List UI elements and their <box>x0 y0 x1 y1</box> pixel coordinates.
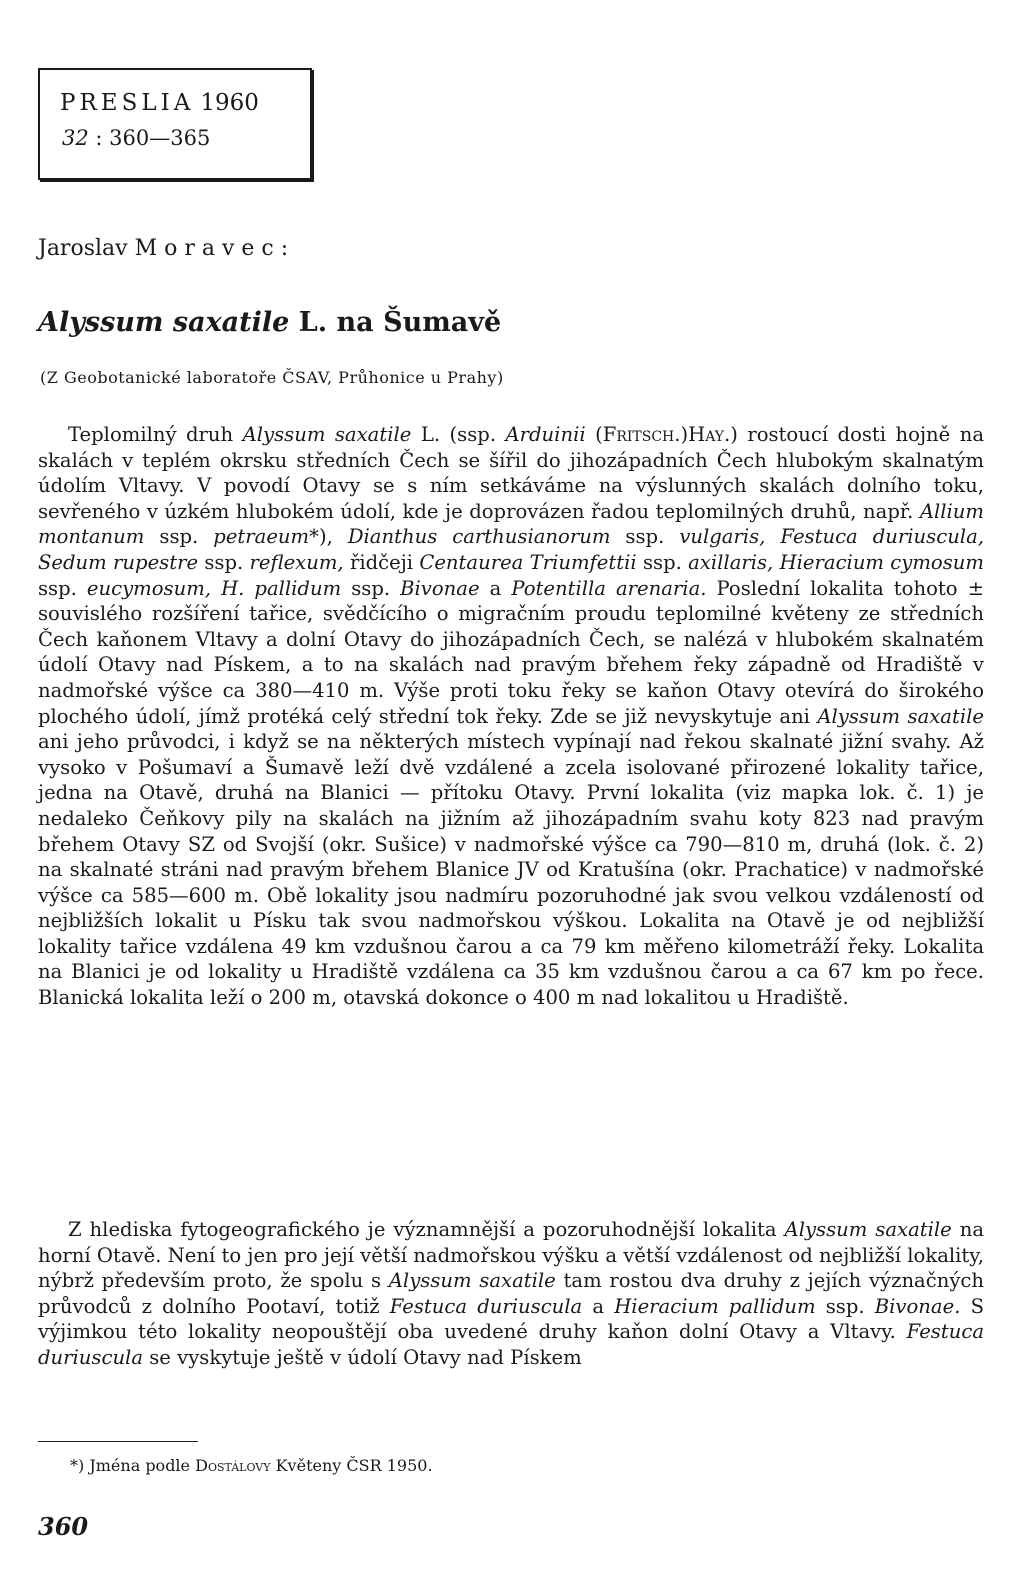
text-run: se vyskytuje ještě v údolí Otavy nad Pískem <box>143 1345 582 1369</box>
body-paragraph-1 <box>38 422 984 1011</box>
text-run: L. (ssp. <box>411 423 506 446</box>
journal-name: PRESLIA <box>60 90 195 116</box>
body-paragraph-2 <box>38 1217 984 1371</box>
journal-volume-line <box>62 126 210 150</box>
text-run: ssp. <box>38 576 87 600</box>
text-run: ani jeho průvodci, i když se na některých místech vypínají nad řekou skalnaté jižní svahy. Až vysoko v Pošumaví a Šumavě leží dvě vzdálené a zcela isolované přirozené lokality tařice, jedna na Otavě, druhá na Blanici — přítoku Otavy. První lokalita (viz mapka lok. č. 1) je nedaleko Čeňkovy pily na skalách na jižním až jihozápadním svahu koty 823 nad pravým břehem Otavy SZ od Svojší (okr. Sušice) v nadmořské výšce ca 790—810 m, druhá (lok. č. 2) na skalnaté stráni nad pravým břehem Blanice JV od Kratušína (okr. Prachatice) v nadmořské výšce ca 585—600 m. Obě lokality jsou nadmíru pozoruhodné jak svou velkou vzdáleností od nejbližších lokalit u Písku tak svou nadmořskou výškou. Lokalita na Otavě je od nejbližší lokality tařice vzdálena 49 km vzdušnou čarou a ca 79 km měřeno kilometráží řeky. Lokalita na Blanici je od lokality u Hradiště vzdálena ca 35 km vzdušnou čarou a ca 67 km po řece. Blanická lokalita leží o 200 m, otavská dokonce o 400 m nad lokalitou u Hradiště. <box>38 730 984 1010</box>
page-number: 360 <box>38 1512 89 1541</box>
italic-run: Alyssum saxatile <box>817 704 984 728</box>
italic-run: Dianthus carthusianorum <box>347 525 611 549</box>
footnote <box>70 1456 433 1475</box>
text-run: Z hlediska fytogeografického je významnější a pozoruhodnější lokalita <box>68 1218 785 1241</box>
text-run: ssp. <box>341 576 401 600</box>
italic-run: vulgaris, Festuca duriuscula, Sedum rupestre <box>38 525 984 574</box>
italic-run: eucymosum, H. pallidum <box>86 576 342 600</box>
text-run: *) Jména podle <box>70 1456 196 1475</box>
italic-run: Bivonae. <box>874 1294 961 1318</box>
journal-year: 1960 <box>200 90 259 116</box>
italic-run: Alyssum saxatile <box>242 423 412 446</box>
italic-run: Hieracium pallidum <box>614 1294 816 1318</box>
text-run: ) <box>680 423 689 446</box>
small-caps-run: Fritsch. <box>602 423 681 446</box>
affiliation: (Z Geobotanické laboratoře ČSAV, Průhonice u Prahy) <box>40 368 504 387</box>
text-run: Poslední lokalita tohoto ± souvislého rozšíření tařice, svědčícího o migračním proudu teplomilné květeny ze středních Čech kaňonem Vltavy a dolní Otavy do jihozápadních Čech, se nalézá v hlubokém skalnatém údolí Otavy nad Pískem, a to na skalách nad pravým břehem řeky západně od Hradiště v nadmořské výšce ca 380—410 m. Výše proti toku řeky se kaňon Otavy otevírá do širokého plochého údolí, jímž protéká celý střední tok řeky. Zde se již nevyskytuje ani <box>38 576 985 728</box>
text-run: a <box>582 1294 615 1318</box>
italic-run: Arduinii <box>505 423 586 446</box>
small-caps-run: Dostálovy <box>195 1456 271 1475</box>
text-run: řidčeji <box>343 550 420 574</box>
text-run: S výjimkou této lokality neopouštějí oba uvedené druhy kaňon dolní Otavy a Vltavy. <box>38 1294 984 1344</box>
italic-run: axillaris, Hieracium cymosum <box>688 550 984 574</box>
article-title <box>38 307 501 338</box>
text-run: ), <box>318 525 348 549</box>
italic-run: Potentilla arenaria. <box>511 576 707 600</box>
journal-name-line <box>60 90 259 116</box>
journal-volume: 32 <box>62 126 89 150</box>
text-run: ( <box>585 423 603 446</box>
italic-run: Alyssum saxatile <box>784 1218 952 1241</box>
text-run: Květeny ČSR 1950. <box>270 1456 433 1475</box>
text-run: ) rostoucí dosti hojně na skalách v teplém okrsku středních Čech se šířil do jihozápadních Čech hlubokým skalnatým údolím Vltavy. V povodí Otavy se s ním setkáváme na výslunných skalách dolního toku, sevřeného v úzkém hlubokém údolí, kde je doprovázen řadou teplomilných druhů, např. <box>38 423 985 523</box>
journal-pages: 360—365 <box>109 126 211 150</box>
italic-run: petraeum* <box>213 525 319 549</box>
text-run: Teplomilný druh <box>68 423 243 446</box>
italic-run: Allium montanum <box>38 499 984 549</box>
text-run: ssp. <box>198 550 250 574</box>
italic-run: reflexum, <box>249 550 344 574</box>
text-run: na horní Otavě. Není to jen pro její větší nadmořskou výšku a větší vzdálenost od nejbližší lokality, nýbrž především proto, že spolu s <box>38 1218 985 1293</box>
text-run: ssp. <box>144 525 214 549</box>
text-run: ssp. <box>636 550 689 574</box>
text-run: ssp. <box>610 525 680 549</box>
text-run: a <box>479 576 512 600</box>
author-suffix: : <box>280 236 289 261</box>
title-species: Alyssum saxatile <box>38 307 290 338</box>
author-first-name: Jaroslav <box>38 236 128 261</box>
journal-citation-box <box>38 68 312 180</box>
author-surname: Moravec <box>134 236 281 261</box>
italic-run: Festuca duriuscula <box>389 1294 583 1318</box>
text-run: tam rostou dva druhy z jejích význačných průvodců z dolního Pootaví, totiž <box>38 1269 984 1318</box>
author-line <box>38 236 288 261</box>
italic-run: Alyssum saxatile <box>388 1269 556 1293</box>
italic-run: Bivonae <box>400 576 480 600</box>
footnote-divider <box>38 1441 198 1442</box>
title-rest: L. na Šumavě <box>289 307 502 338</box>
italic-run: Festuca duriuscula <box>38 1320 984 1369</box>
volume-separator: : <box>88 126 110 150</box>
italic-run: Centaurea Triumfettii <box>419 550 637 574</box>
text-run: ssp. <box>815 1294 875 1318</box>
small-caps-run: Hay. <box>688 423 731 446</box>
